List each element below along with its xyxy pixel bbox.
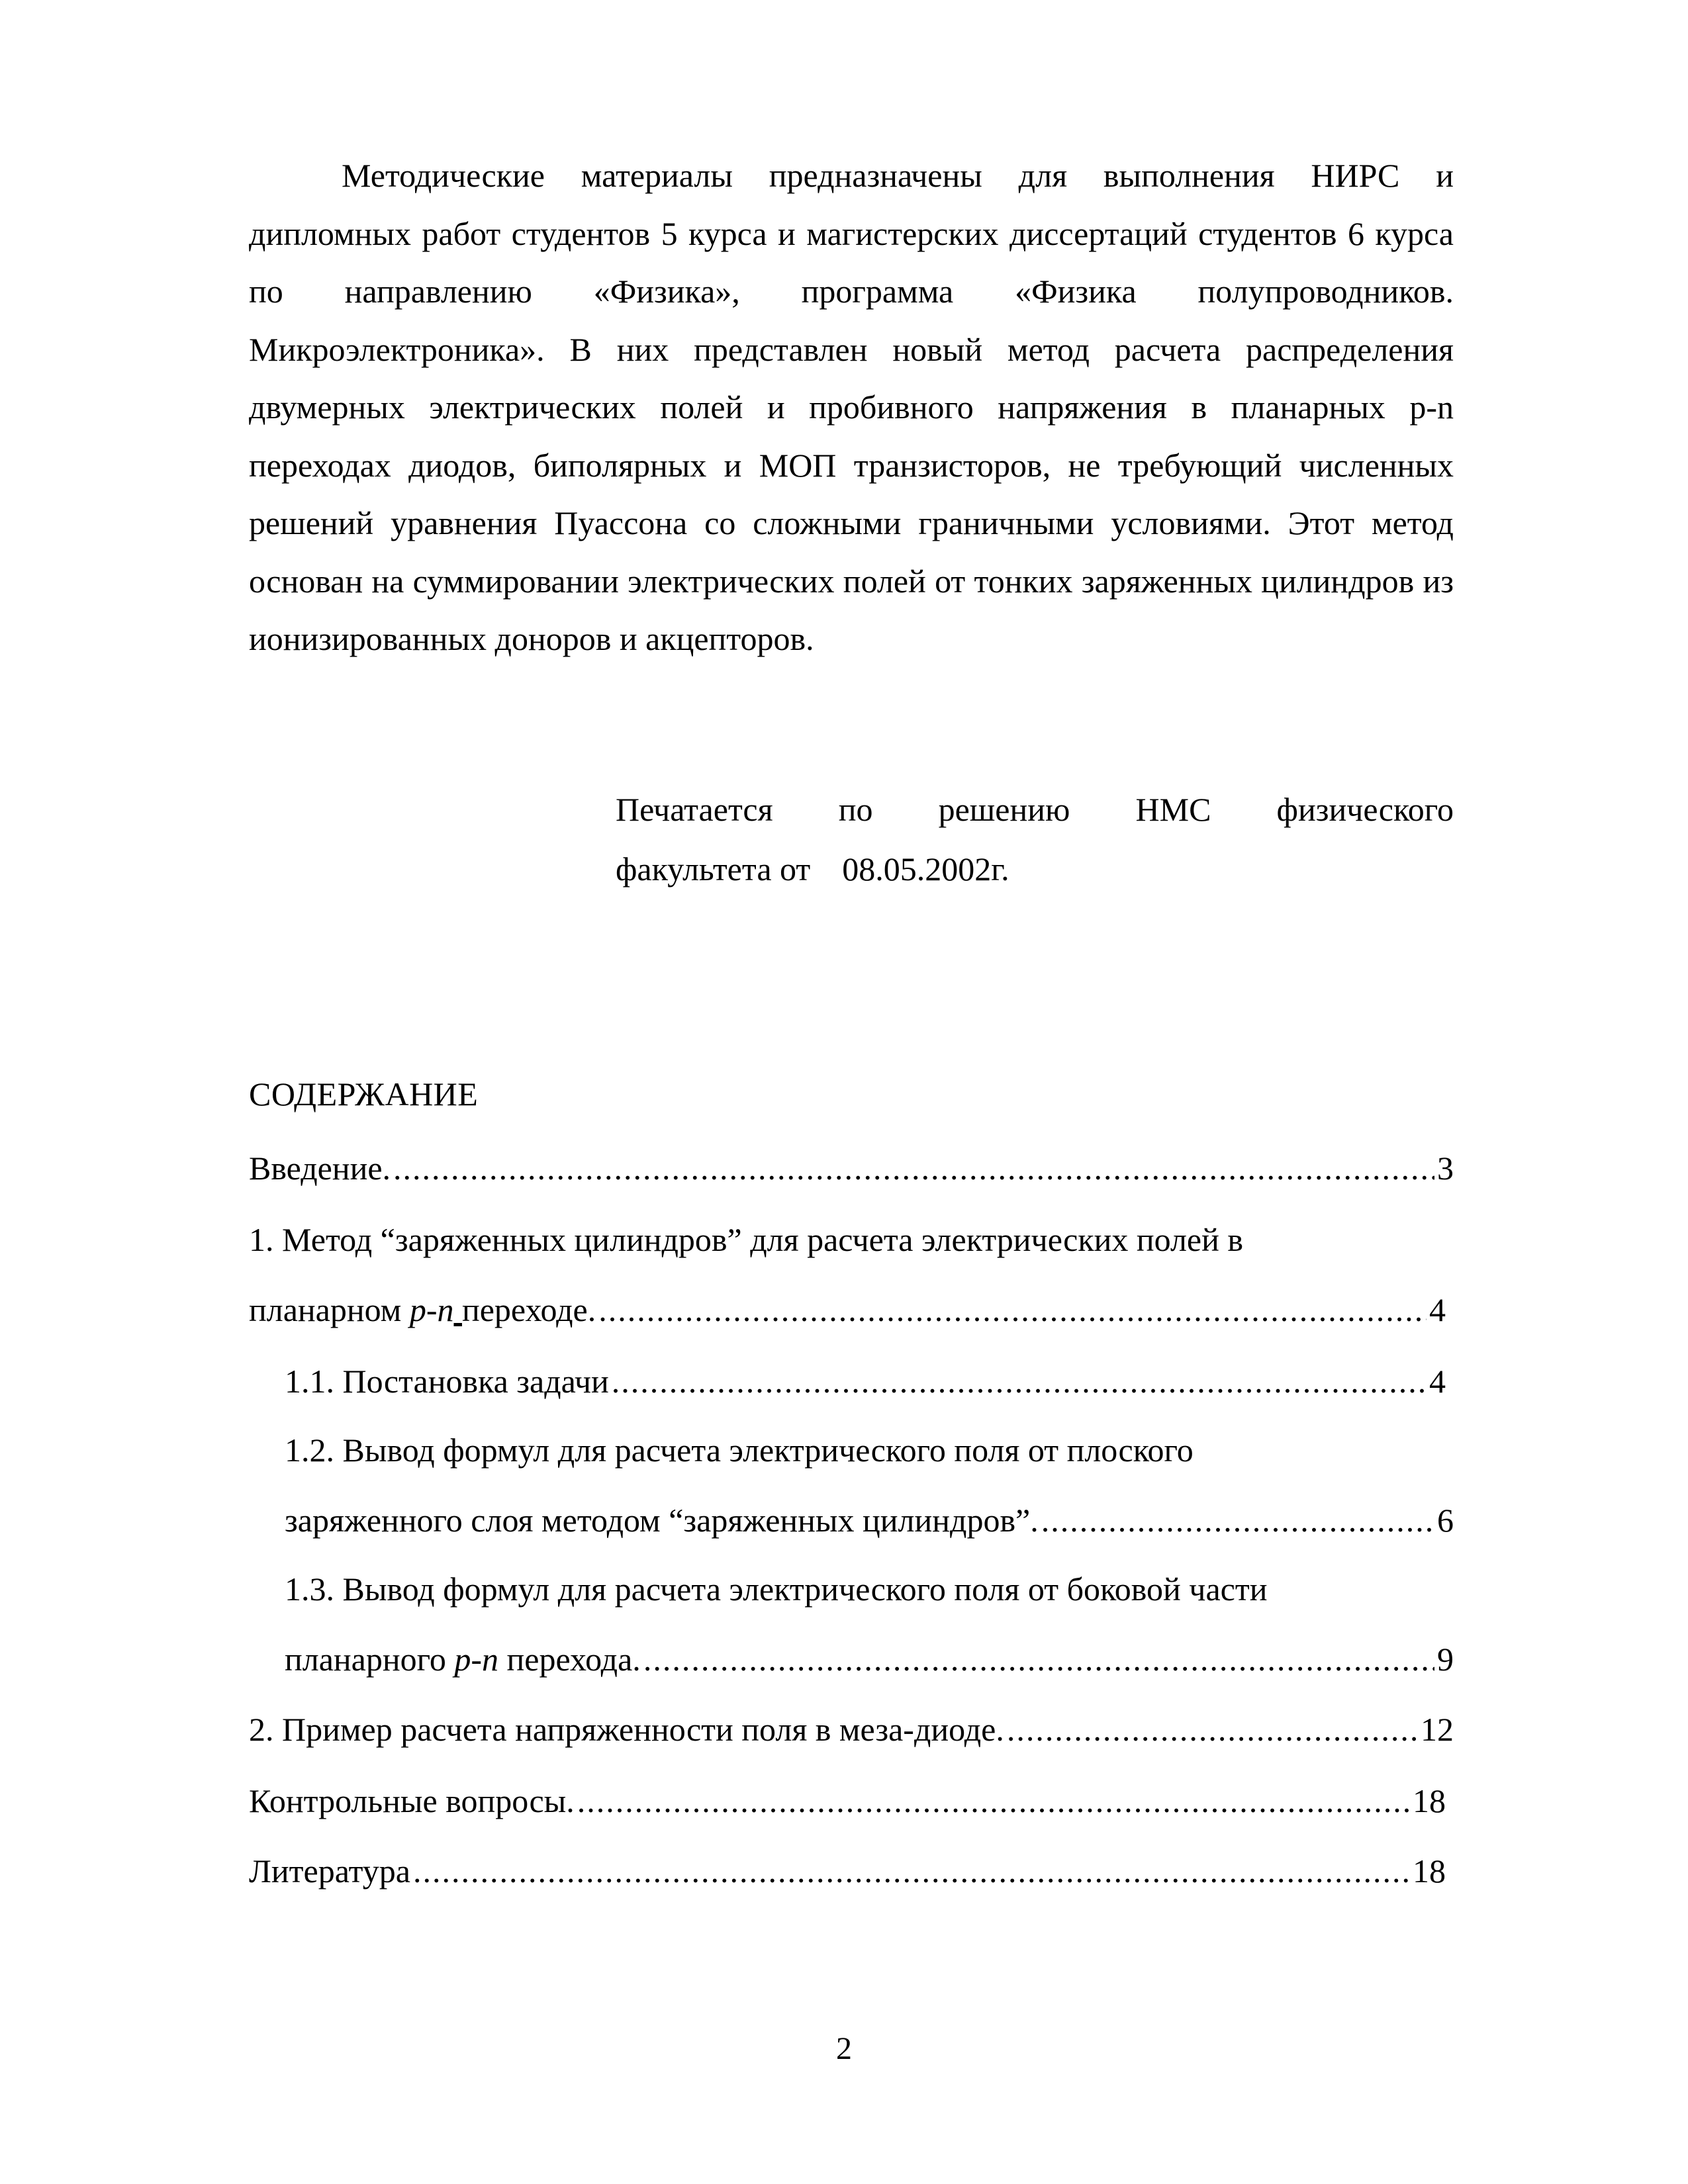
toc-entry-1-2-line-2[interactable] xyxy=(285,1497,1454,1543)
page-number: 2 xyxy=(836,2031,852,2066)
toc-dot-leader xyxy=(393,1145,1434,1191)
toc-dot-leader xyxy=(1007,1706,1418,1752)
toc-entry-2[interactable] xyxy=(249,1706,1454,1752)
toc-entry-page: 3 xyxy=(1437,1150,1454,1187)
toc-entry-text: планарного xyxy=(285,1641,455,1678)
toc-entry-control-questions[interactable] xyxy=(249,1778,1446,1824)
toc-entry-page: 4 xyxy=(1429,1291,1446,1328)
toc-entry-text: переходе. xyxy=(461,1291,596,1328)
toc-entry-title: заряженного слоя методом “заряженных цилиндров”. xyxy=(285,1502,1039,1539)
toc-entry-italic-term: p-n xyxy=(409,1291,454,1328)
toc-entry-page: 9 xyxy=(1437,1641,1454,1678)
toc-dot-leader xyxy=(1041,1497,1434,1543)
toc-dot-leader xyxy=(577,1778,1410,1824)
toc-heading: СОДЕРЖАНИЕ xyxy=(249,1075,479,1113)
toc-entry-title xyxy=(249,1287,596,1333)
toc-entry-title: Введение. xyxy=(249,1150,391,1187)
toc-entry-page: 6 xyxy=(1437,1502,1454,1539)
toc-entry-page: 18 xyxy=(1413,1852,1446,1889)
toc-entry-1-1[interactable] xyxy=(285,1358,1446,1404)
toc-dot-leader xyxy=(598,1287,1427,1333)
approval-note xyxy=(616,780,1454,899)
toc-entry-underline-space xyxy=(453,1291,462,1328)
toc-entry-italic-term: p-n xyxy=(454,1641,499,1678)
toc-entry-text: перехода. xyxy=(498,1641,641,1678)
toc-entry-1-3-line-2[interactable] xyxy=(285,1636,1454,1682)
toc-entry-title: Литература xyxy=(249,1852,410,1889)
toc-entry-text: планарном xyxy=(249,1291,410,1328)
abstract-paragraph: Методические материалы предназначены для выполнения НИРС и дипломных работ студентов 5 курса и магистерских диссертаций студентов 6 курса по направлению «Физика», программа «Физика полупроводников. Микроэлектроника». В них представлен новый метод расчета распределения двумерных электрических полей и пробивного напряжения в планарных p-n переходах диодов, биполярных и МОП транзисторов, не требующий численных решений уравнения Пуассона со сложными граничными условиями. Этот метод основан на суммировании электрических полей от тонких заряженных цилиндров из ионизированных доноров и акцепторов. xyxy=(249,157,1454,657)
toc-entry-title: Контрольные вопросы. xyxy=(249,1782,575,1819)
toc-dot-leader xyxy=(612,1358,1427,1404)
toc-entry-title xyxy=(285,1636,641,1682)
toc-entry-1-line-2[interactable] xyxy=(249,1287,1446,1333)
toc-entry-title: 1.1. Постановка задачи xyxy=(285,1363,609,1400)
toc-entry-1-2-line-1[interactable]: 1.2. Вывод формул для расчета электрического поля от плоского xyxy=(285,1432,1194,1469)
approval-line-1: Печатается по решению НМС физического xyxy=(616,791,1454,828)
approval-line-2-prefix: факультета от xyxy=(616,850,811,887)
toc-entry-title: 2. Пример расчета напряженности поля в меза-диоде. xyxy=(249,1711,1004,1748)
toc-entry-page: 4 xyxy=(1429,1363,1446,1400)
approval-date: 08.05.2002г. xyxy=(842,850,1009,887)
toc-entry-introduction[interactable] xyxy=(249,1145,1454,1191)
toc-entry-1-line-1[interactable]: 1. Метод “заряженных цилиндров” для расчета электрических полей в xyxy=(249,1221,1243,1258)
toc-entry-page: 18 xyxy=(1413,1782,1446,1819)
toc-dot-leader xyxy=(643,1636,1434,1682)
toc-entry-1-3-line-1[interactable]: 1.3. Вывод формул для расчета электрического поля от боковой части xyxy=(285,1570,1268,1608)
toc-dot-leader xyxy=(413,1848,1410,1894)
toc-entry-literature[interactable] xyxy=(249,1848,1446,1894)
toc-entry-page: 12 xyxy=(1421,1711,1454,1748)
